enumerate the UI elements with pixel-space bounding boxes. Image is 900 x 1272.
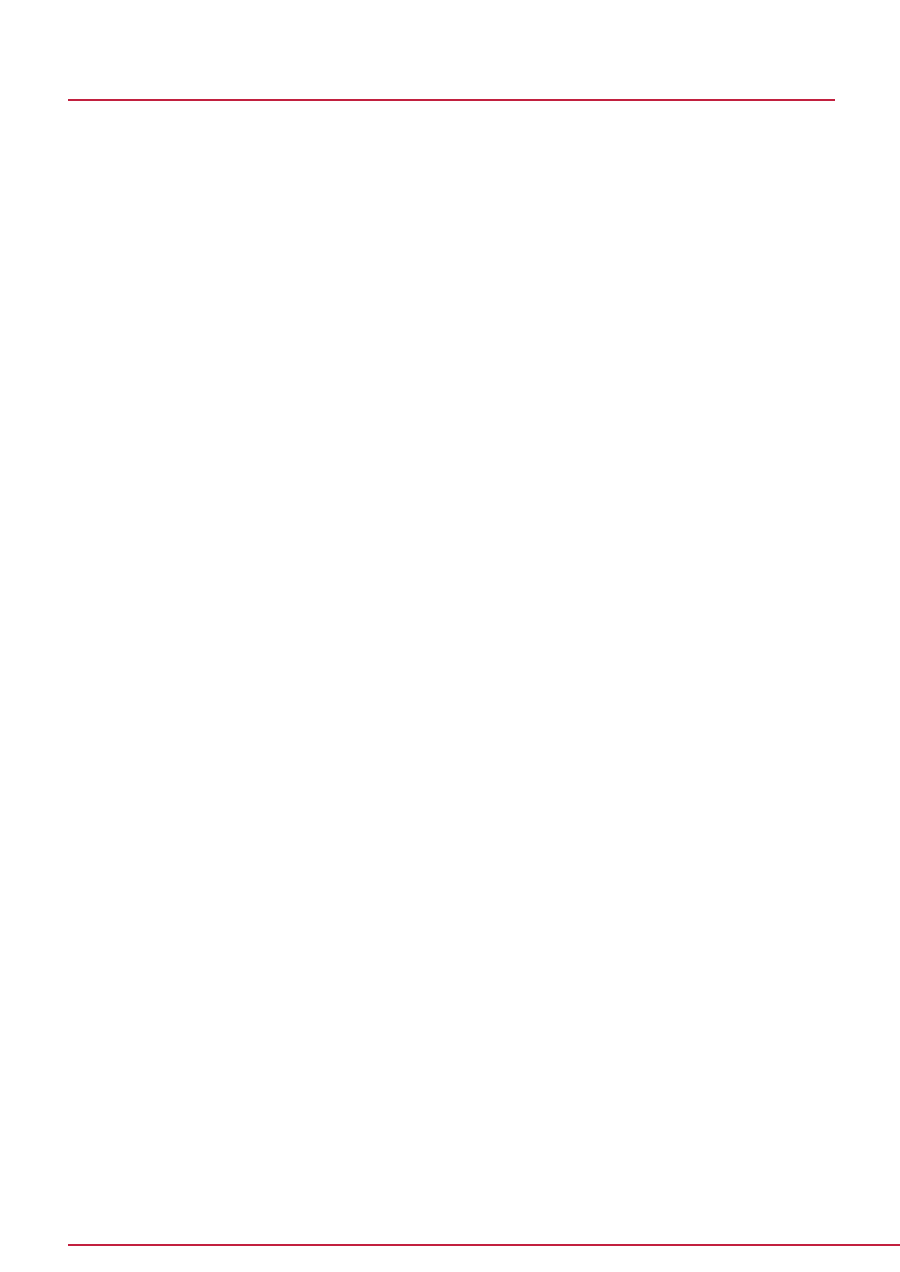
sidebar — [0, 0, 60, 1272]
footer-underline — [68, 1244, 900, 1246]
title-underline — [68, 99, 835, 101]
